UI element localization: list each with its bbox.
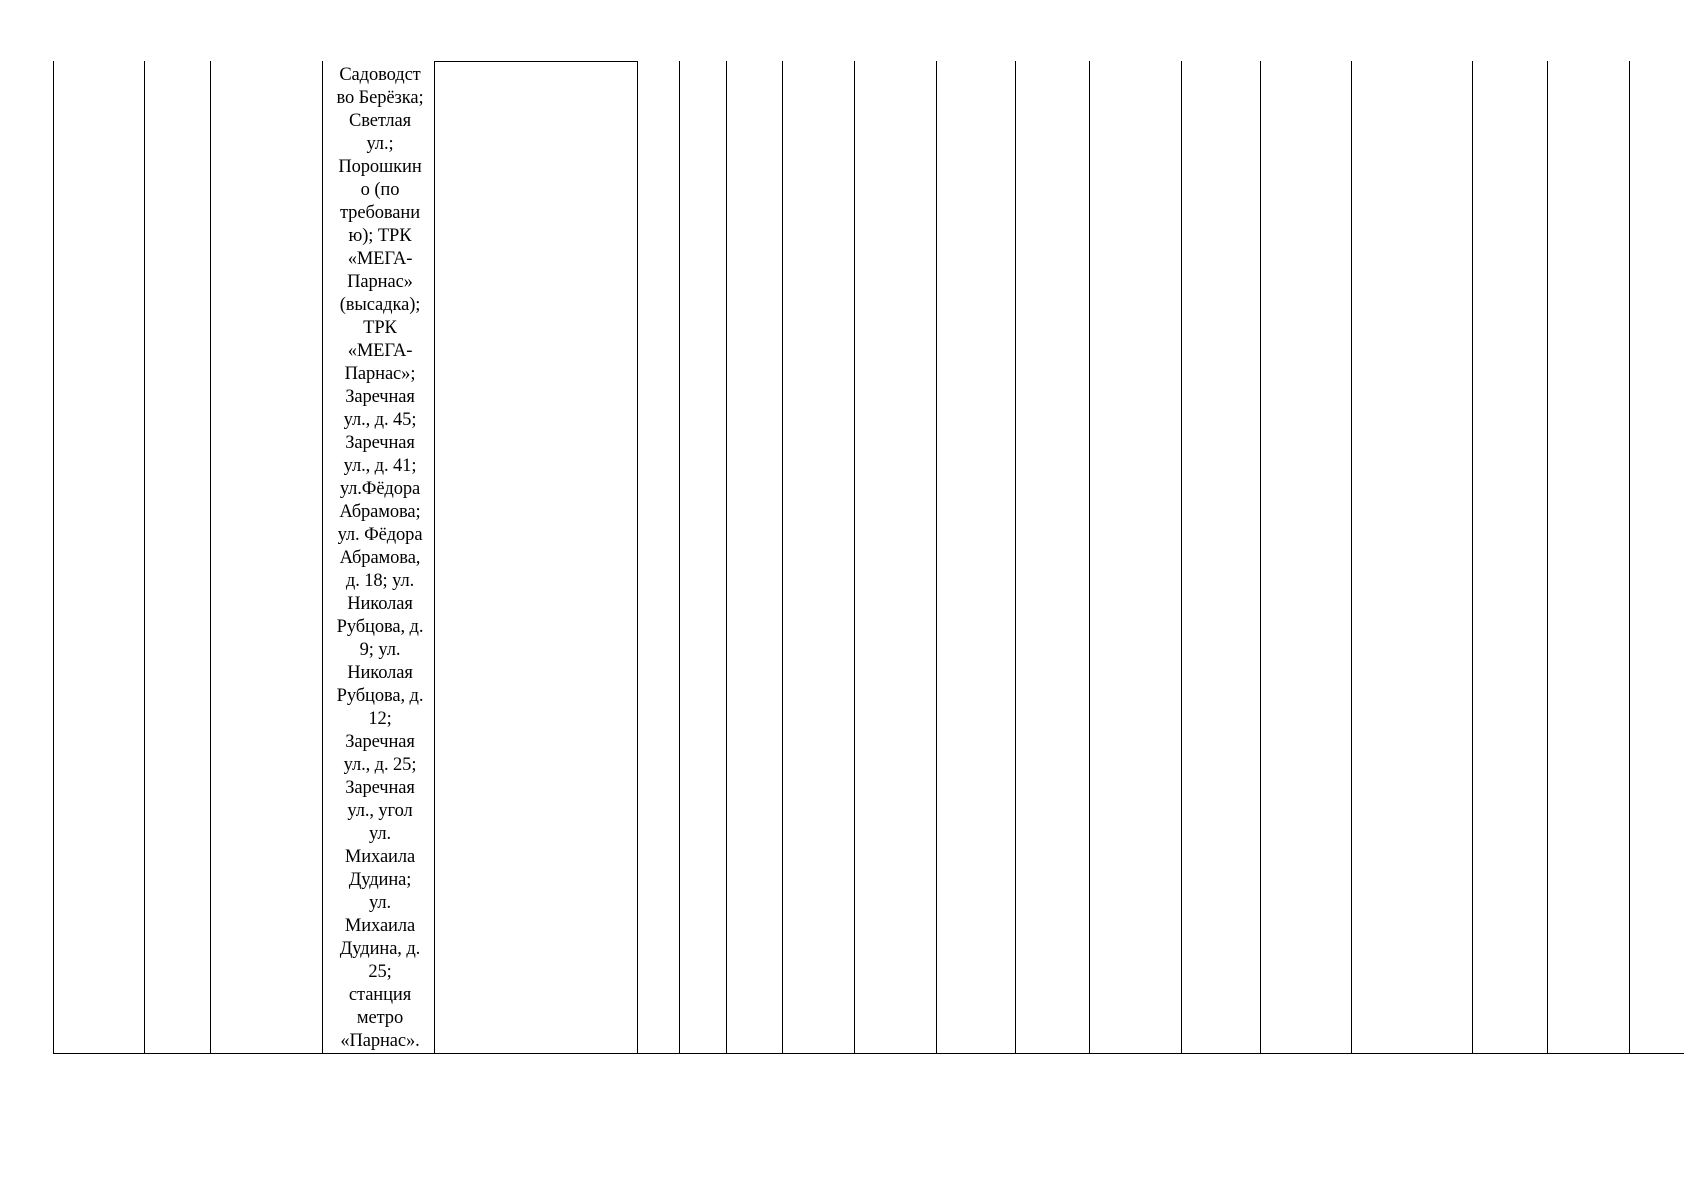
cell-top-border	[434, 61, 638, 62]
column-border	[1547, 61, 1548, 1054]
column-border	[144, 61, 145, 1054]
column-border	[322, 61, 323, 1054]
column-border	[854, 61, 855, 1054]
column-border	[1015, 61, 1016, 1054]
column-border	[1629, 61, 1630, 1054]
column-border	[679, 61, 680, 1054]
column-border	[1089, 61, 1090, 1054]
column-border	[1260, 61, 1261, 1054]
column-border	[1181, 61, 1182, 1054]
column-border	[726, 61, 727, 1054]
stops-list-cell	[324, 61, 436, 1054]
column-border	[782, 61, 783, 1054]
column-border	[1351, 61, 1352, 1054]
table-bottom-border	[53, 1053, 1684, 1054]
column-border	[53, 61, 54, 1054]
column-border	[1472, 61, 1473, 1054]
timetable-fragment	[53, 61, 1684, 1054]
column-border	[637, 61, 638, 1054]
column-border	[936, 61, 937, 1054]
column-border	[210, 61, 211, 1054]
stops-list-text: Садоводст во Берёзка; Светлая ул.; Порошкин о (по требовани ю); ТРК «МЕГА- Парнас» (высадка); ТРК «МЕГА- Парнас»; Заречная ул., д. 45; Заречная ул., д. 41; ул.Фёдора Абрамова; ул. Фёдора Абрамова, д. 18; ул. Николая Рубцова, д. 9; ул. Николая Рубцова, д. 12; Заречная ул., д. 25; Заречная ул., угол ул. Михаила Дудина; ул. Михаила Дудина, д. 25; станция метро «Парнас».	[336, 65, 424, 1051]
